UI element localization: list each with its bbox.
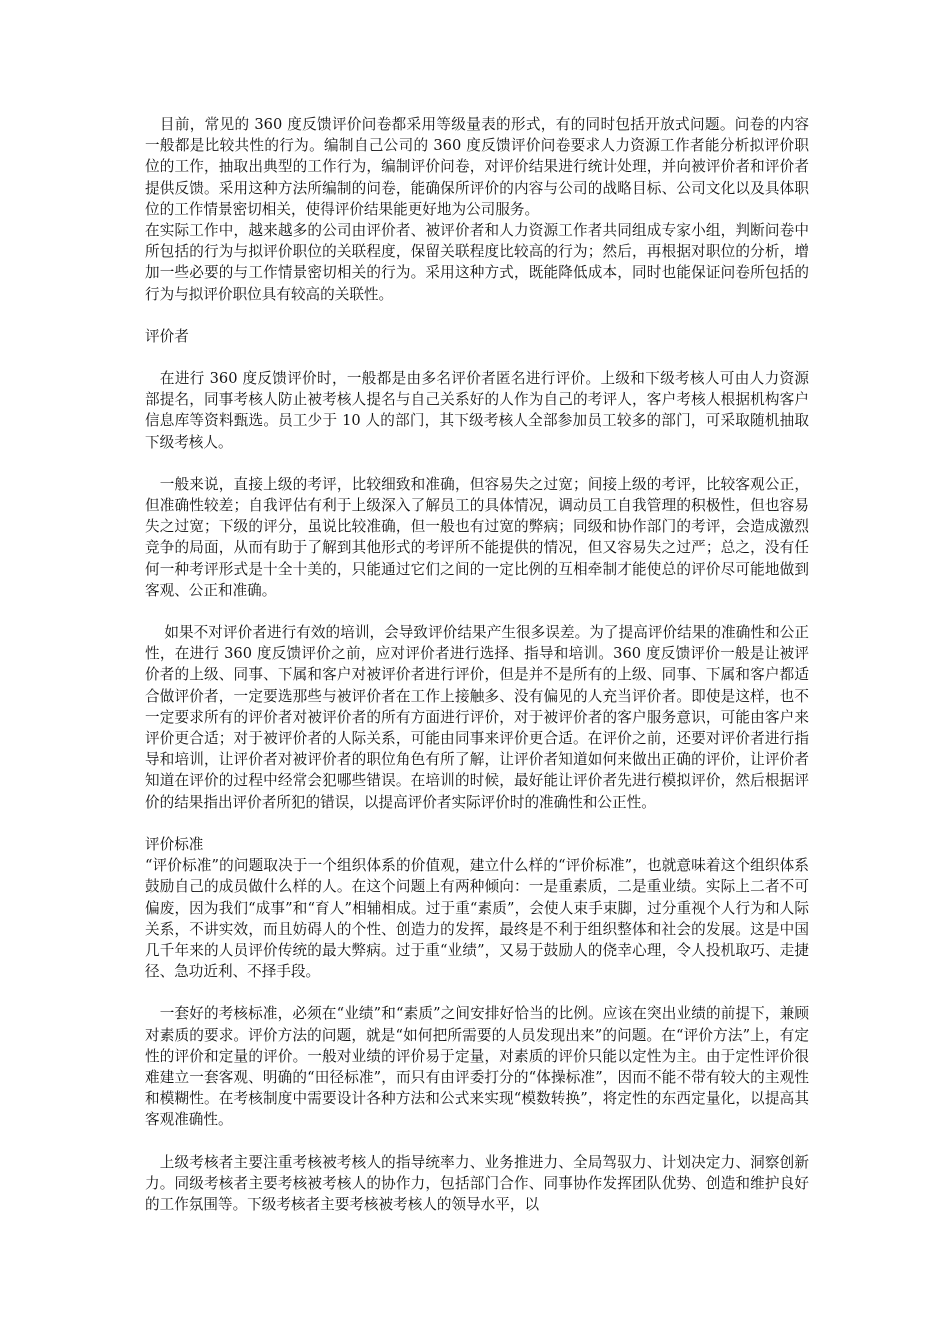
spacer (145, 305, 809, 326)
document-body (145, 114, 809, 1215)
spacer (145, 453, 809, 474)
section-heading-evaluators: 评价者 (145, 327, 189, 345)
paragraph-evaluation-standards: “评价标准”的问题取决于一个组织体系的价值观，建立什么样的“评价标准”，也就意味着这个组织体系鼓励自己的成员做什么样的人。在这个问题上有两种倾向：一是重素质，二是重业绩。实际上二者不可偏废，因为我们“成事”和“育人”相辅相成。过于重“素质”，会使人束手束脚，过分重视个人行为和人际关系，不讲实效，而且妨碍人的个性、创造力的发挥，最终是不利于组织整体和社会的发展。这是中国几千年来的人员评价传统的最大弊病。过于重“业绩”，又易于鼓励人的侥幸心理，令人投机取巧、走捷径、急功近利、不择手段。 (145, 857, 809, 981)
section-heading-evaluation-standards: 评价标准 (145, 835, 204, 853)
paragraph-assessor-focus: 上级考核者主要注重考核被考核人的指导统率力、业务推进力、全局驾驭力、计划决定力、洞察创新力。同级考核者主要考核被考核人的协作力，包括部门合作、同事协作发挥团队优势、创造和维护良好的工作氛围等。下级考核者主要考核被考核人的领导水平，以 (145, 1153, 809, 1213)
paragraph-expert-panel: 在实际工作中，越来越多的公司由评价者、被评价者和人力资源工作者共同组成专家小组，判断问卷中所包括的行为与拟评价职位的关联程度，保留关联程度比较高的行为；然后，再根据对职位的分析，增加一些必要的与工作情景密切相关的行为。采用这种方式，既能降低成本，同时也能保证问卷所包括的行为与拟评价职位具有较高的关联性。 (145, 222, 809, 303)
paragraph-questionnaire-format: 目前，常见的 360 度反馈评价问卷都采用等级量表的形式，有的同时包括开放式问题。问卷的内容一般都是比较共性的行为。编制自己公司的 360 度反馈评价问卷要求人力资源工作者能分析拟评价职位的工作，抽取出典型的工作行为，编制评价问卷，对评价结果进行统计处理，并向被评价者和评价者提供反馈。采用这种方法所编制的问卷，能确保所评价的内容与公司的战略目标、公司文化以及具体职位的工作情景密切相关，使得评价结果能更好地为公司服务。 (145, 116, 809, 218)
paragraph-anonymous-evaluation: 在进行 360 度反馈评价时，一般都是由多名评价者匿名进行评价。上级和下级考核人可由人力资源部提名，同事考核人防止被考核人提名与自己关系好的人作为自己的考评人，客户考核人根据机构客户信息库等资料甄选。员工少于 10 人的部门，其下级考核人全部参加员工较多的部门，可采取随机抽取下级考核人。 (145, 370, 809, 451)
spacer (145, 813, 809, 834)
spacer (145, 601, 809, 622)
paragraph-assessment-method: 一套好的考核标准，必须在“业绩”和“素质”之间安排好恰当的比例。应该在突出业绩的前提下，兼顾对素质的要求。评价方法的问题，就是“如何把所需要的人员发现出来”的问题。在“评价方法”上，有定性的评价和定量的评价。一般对业绩的评价易于定量，对素质的评价只能以定性为主。由于定性评价很难建立一套客观、明确的“田径标准”，而只有由评委打分的“体操标准”，因而不能不带有较大的主观性和模糊性。在考核制度中需要设计各种方法和公式来实现“模数转换”，将定性的东西定量化，以提高其客观准确性。 (145, 1005, 809, 1129)
paragraph-evaluation-comparison: 一般来说，直接上级的考评，比较细致和准确，但容易失之过宽；间接上级的考评，比较客观公正，但准确性较差；自我评估有利于上级深入了解员工的具体情况，调动员工自我管理的积极性，但也容易失之过宽；下级的评分，虽说比较准确，但一般也有过宽的弊病；同级和协作部门的考评，会造成激烈竞争的局面，从而有助于了解到其他形式的考评所不能提供的情况，但又容易失之过严；总之，没有任何一种考评形式是十全十美的，只能通过它们之间的一定比例的互相牵制才能使总的评价尽可能地做到客观、公正和准确。 (145, 475, 809, 599)
spacer (145, 982, 809, 1003)
spacer (145, 347, 809, 368)
paragraph-evaluator-training: 如果不对评价者进行有效的培训，会导致评价结果产生很多误差。为了提高评价结果的准确性和公正性，在进行 360 度反馈评价之前，应对评价者进行选择、指导和培训。360 度反馈评价一般是让被评价者的上级、同事、下属和客户对被评价者进行评价，但是并不是所有的上级、同事、下属和客户都适合做评价者，一定要选那些与被评价者在工作上接触多、没有偏见的人充当评价者。即使是这样，也不一定要求所有的评价者对被评价者的所有方面进行评价，对于被评价者的客户服务意识，可能由客户来评价更合适；对于被评价者的人际关系，可能由同事来评价更合适。在评价之前，还要对评价者进行指导和培训，让评价者对被评价者的职位角色有所了解，让评价者知道如何来做出正确的评价，让评价者知道在评价的过程中经常会犯哪些错误。在培训的时候，最好能让评价者先进行模拟评价，然后根据评价的结果指出评价者所犯的错误，以提高评价者实际评价时的准确性和公正性。 (145, 624, 809, 811)
spacer (145, 1131, 809, 1152)
